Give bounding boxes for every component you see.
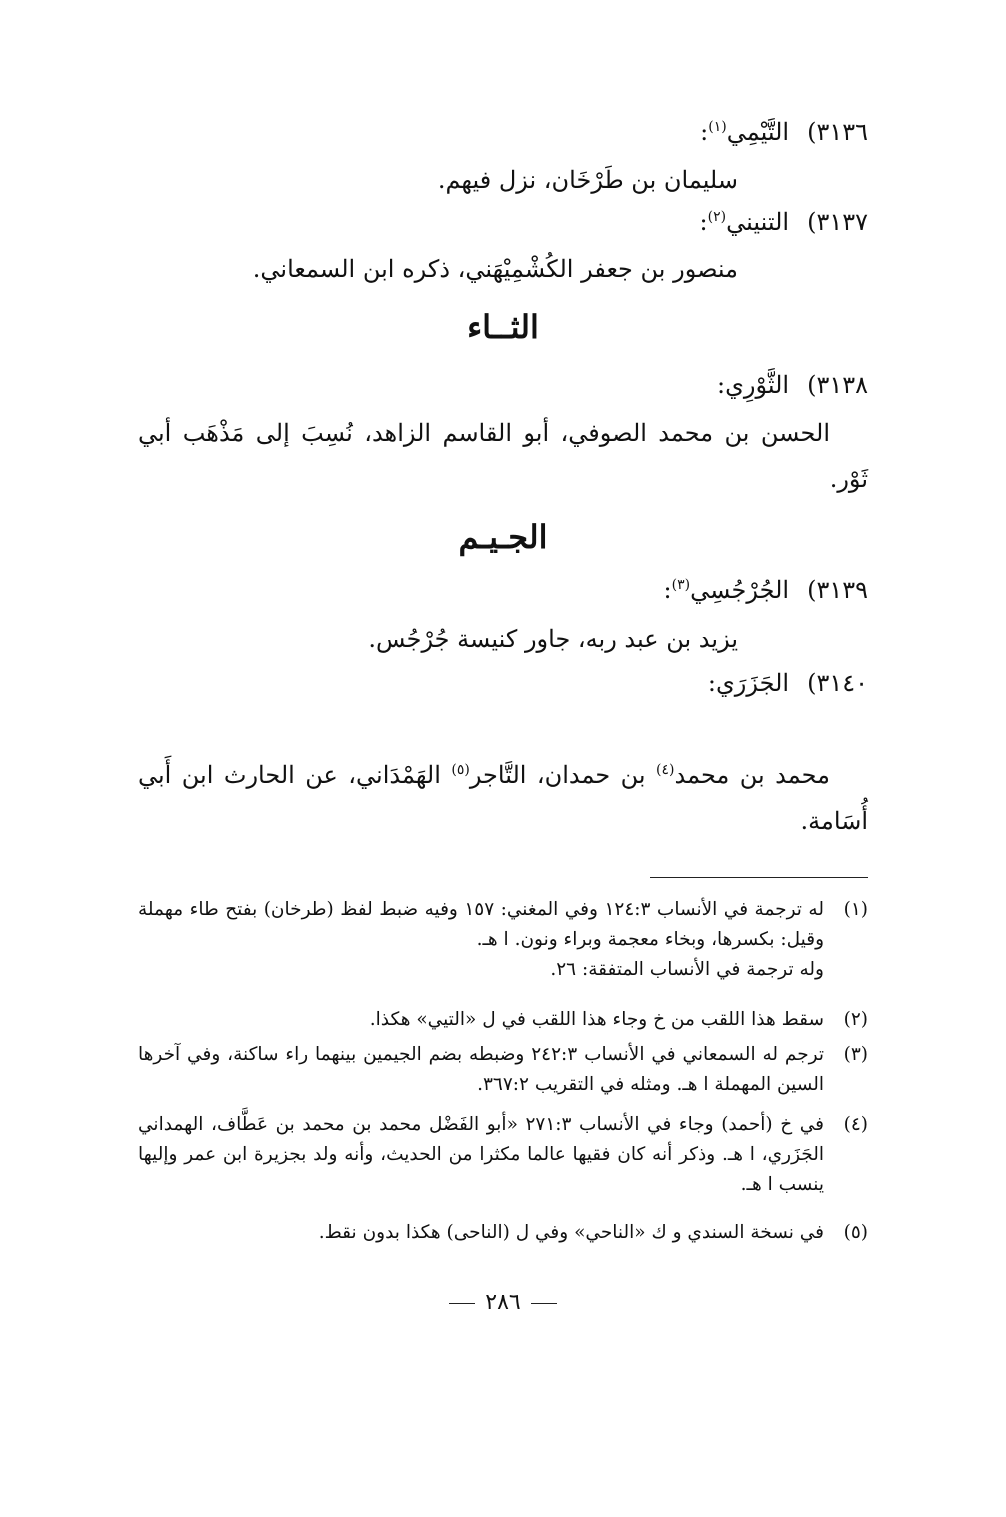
colon: :: [700, 118, 709, 146]
section-heading: الثــاء: [467, 308, 539, 346]
footnote-separator: [650, 877, 868, 878]
entry-body: الحسن بن محمد الصوفي، أبو القاسم الزاهد، نُسِبَ إلى مَذْهَب أبي ثَوْر.: [138, 419, 868, 493]
entry-body: سليمان بن طَرْخَان، نزل فيهم.: [437, 166, 738, 194]
colon: :: [663, 576, 672, 604]
page-number-dash: [449, 1303, 475, 1304]
footnote-number: (٥): [843, 1222, 868, 1243]
footnote-number: (٣): [843, 1044, 868, 1065]
footnote-ref: (٤): [656, 762, 675, 778]
footnote-number: (٢): [843, 1009, 868, 1030]
text-run: الهَمْدَاني، عن الحارث ابن أَبي أُسَامة.: [138, 761, 868, 835]
footnote-ref: (٥): [451, 762, 470, 778]
footnote: [138, 1110, 868, 1200]
footnote-text: له ترجمة في الأنساب ١٢٤:٣ وفي المغني: ١٥٧ وفيه ضبط لفظ (طرخان) بفتح طاء مهملة وقيل: بكسرها، وبخاء معجمة وبراء ونون. ا هـ.: [138, 899, 824, 950]
entry-title: الثَّوْرِي: [725, 371, 790, 399]
entry-number: ٣١٣٨): [807, 371, 868, 399]
entry-heading: [708, 666, 868, 700]
entry-title: التَّيْمِي: [726, 118, 790, 146]
footnote: [138, 1218, 868, 1248]
text-run: بن حمدان، التَّاجر: [469, 761, 657, 789]
footnote-text: في نسخة السندي و ك «الناحي» وفي ل (الناحى) هكذا بدون نقط.: [318, 1222, 824, 1243]
colon: :: [707, 669, 716, 697]
entry-body: منصور بن جعفر الكُشْمِيْهَني، ذكره ابن السمعاني.: [252, 255, 738, 283]
entry-number: ٣١٣٧): [807, 208, 868, 236]
colon: :: [716, 371, 726, 399]
entry-heading: [700, 115, 868, 149]
entry-body: يزيد بن عبد ربه، جاور كنيسة جُرْجُس.: [368, 625, 738, 653]
section-heading: الجـيـم: [458, 518, 548, 556]
footnote-text: في خ (أحمد) وجاء في الأنساب ٢٧١:٣ «أبو الفَضْل محمد بن محمد بن عَطَّاف، الهمداني الجَزَري، ا هـ. وذكر أنه كان فقيها عالما مكثرا من الحديث، وأنه ولد بجزيرة ابن عمر وإليها ينسب ا هـ.: [138, 1114, 824, 1195]
entry-title: التنيني: [726, 208, 790, 236]
footnote-text-extra: وله ترجمة في الأنساب المتفقة: ٢٦.: [550, 959, 824, 980]
footnote: [138, 1040, 868, 1100]
footnote-ref: (١): [708, 119, 727, 135]
footnote-text: ترجم له السمعاني في الأنساب ٢٤٢:٣ وضبطه بضم الجيمين بينهما راء ساكنة، وفي آخرها السين المهملة ا هـ. ومثله في التقريب ٣٦٧:٢.: [138, 1044, 824, 1095]
entry-number: ٣١٤٠): [807, 669, 868, 697]
entry-number: ٣١٣٩): [807, 576, 868, 604]
page-number-dash: [531, 1303, 557, 1304]
entry-heading: [700, 205, 868, 239]
entry-heading: [717, 368, 868, 402]
entry-heading: [664, 573, 868, 607]
entry-number: ٣١٣٦): [807, 118, 868, 146]
footnote-ref: (٣): [671, 577, 691, 593]
footnote: [138, 895, 868, 985]
footnote-ref: (٢): [707, 209, 727, 225]
page-number: [0, 1288, 1006, 1318]
entry-title: الجَزَرَي: [715, 669, 790, 697]
page-number-value: ٢٨٦: [485, 1290, 521, 1315]
entry-title: الجُرْجُسِي: [690, 576, 790, 604]
footnote-text: سقط هذا اللقب من خ وجاء هذا اللقب في ل «التيي» هكذا.: [369, 1009, 824, 1030]
footnote: [138, 1005, 868, 1035]
footnote-number: (١): [843, 899, 868, 920]
colon: :: [699, 208, 708, 236]
entry-body: [138, 752, 868, 844]
footnote-number: (٤): [843, 1114, 868, 1135]
text-run: محمد بن محمد: [674, 761, 830, 789]
